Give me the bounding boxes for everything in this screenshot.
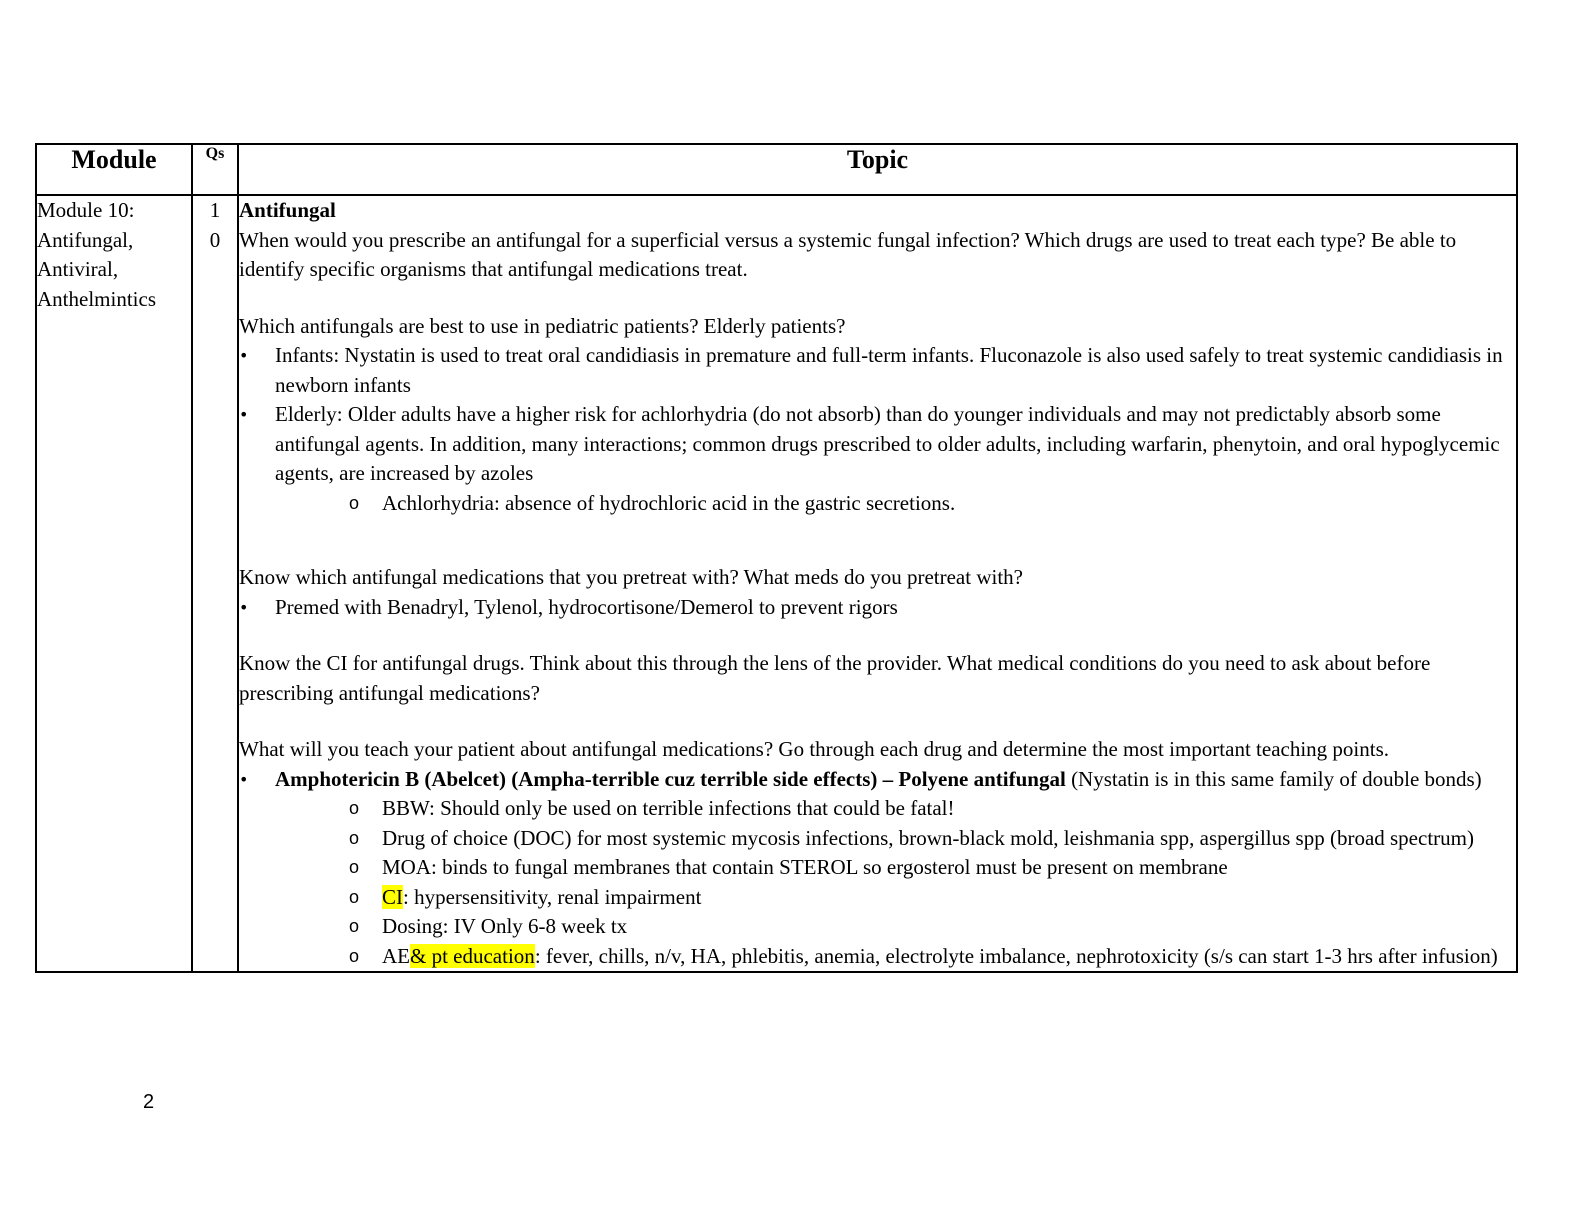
module-line: Anthelmintics [37, 286, 156, 311]
question-pretreat: Know which antifungal medications that you pretreat with? What meds do you pretreat with? [239, 565, 1023, 589]
spacer [239, 708, 1516, 735]
table-row [36, 195, 1517, 972]
drug-point-bbw: o BBW: Should only be used on terrible infections that could be fatal! [275, 794, 1516, 824]
header-row [36, 144, 1517, 195]
page-number: 2 [143, 1091, 155, 1113]
question-contraindications: Know the CI for antifungal drugs. Think about this through the lens of the provider. What medical conditions do you need to ask about before prescribing antifungal medications? [239, 651, 1431, 705]
drug-point-ci: o CI: hypersensitivity, renal impairment [275, 883, 1516, 913]
sub-bullet-list [275, 489, 1516, 519]
drug-point-moa: o MOA: binds to fungal membranes that contain STEROL so ergosterol must be present on membrane [275, 853, 1516, 883]
spacer [239, 518, 1516, 563]
module-line: Antiviral, [37, 257, 119, 281]
module-header: Module [36, 144, 192, 195]
list-item [239, 400, 1516, 518]
study-guide-table [35, 143, 1518, 973]
qs-digit: 1 [209, 198, 221, 222]
question-superficial-systemic: When would you prescribe an antifungal for a superficial versus a systemic fungal infection? Which drugs are used to treat each type? Be able to identify specific organisms that antifungal medications treat. [239, 227, 1457, 281]
bullet-list [239, 341, 1516, 518]
bullet-list [239, 593, 1516, 623]
topic-cell [238, 195, 1517, 972]
highlighted-text: & pt education [410, 943, 535, 968]
topic-header: Topic [238, 144, 1517, 195]
module-cell [36, 195, 192, 972]
drug-name: Amphotericin B (Abelcet) (Ampha-terrible cuz terrible side effects) – Polyene antifungal [275, 766, 1066, 791]
sub-list-item: o Achlorhydria: absence of hydrochloric acid in the gastric secretions. [275, 489, 1516, 519]
qs-digit: 0 [209, 227, 221, 252]
module-line: Module 10: [37, 198, 135, 222]
highlighted-text: CI [382, 884, 403, 909]
module-line: Antifungal, [37, 227, 134, 252]
spacer [239, 622, 1516, 649]
question-pediatric-elderly: Which antifungals are best to use in pediatric patients? Elderly patients? [239, 313, 846, 338]
qs-header: Qs [192, 144, 238, 195]
question-teaching: What will you teach your patient about antifungal medications? Go through each drug and determine the most important teaching points. [239, 737, 1390, 761]
topic-heading: Antifungal [239, 198, 336, 222]
drug-item-amphotericin [239, 765, 1516, 972]
list-item: • Infants: Nystatin is used to treat oral candidiasis in premature and full-term infants. Fluconazole is also used safely to treat systemic candidiasis in newborn infants [239, 341, 1516, 400]
spacer [239, 285, 1516, 312]
drug-point-dosing: o Dosing: IV Only 6-8 week tx [275, 912, 1516, 942]
drug-point-ae: o AE& pt education: fever, chills, n/v, HA, phlebitis, anemia, electrolyte imbalance, nephrotoxicity (s/s can start 1-3 hrs after infusion) [275, 942, 1516, 972]
drug-point-doc: o Drug of choice (DOC) for most systemic mycosis infections, brown-black mold, leishmania spp, aspergillus spp (broad spectrum) [275, 824, 1516, 854]
drug-points-list [275, 794, 1516, 971]
drug-note: (Nystatin is in this same family of double bonds) [1065, 766, 1482, 791]
list-item: • Premed with Benadryl, Tylenol, hydrocortisone/Demerol to prevent rigors [239, 593, 1516, 623]
list-item-text: Elderly: Older adults have a higher risk for achlorhydria (do not absorb) than do younger individuals and may not predictably absorb some antifungal agents. In addition, many interactions; common drugs prescribed to older adults, including warfarin, phenytoin, and oral hypoglycemic agents, are increased by azoles [275, 402, 1500, 485]
bullet-list [239, 765, 1516, 972]
qs-cell [192, 195, 238, 972]
